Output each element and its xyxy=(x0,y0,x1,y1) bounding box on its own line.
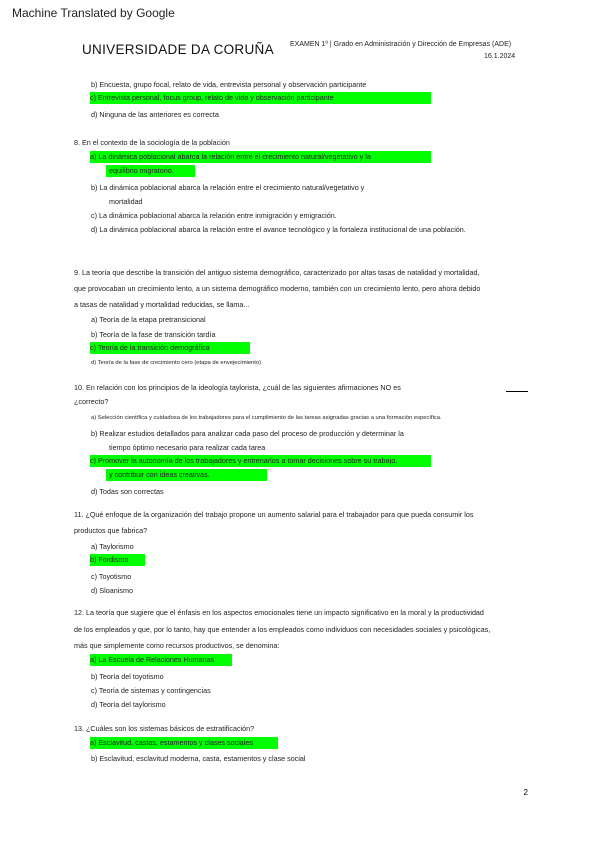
q11-option-a: a) Taylorismo xyxy=(91,542,134,551)
q11-option-d: d) Sloanismo xyxy=(91,586,133,595)
q8-stem: 8. En el contexto de la sociología de la población xyxy=(74,138,230,147)
q10-option-a: a) Selección científica y cuidadosa de los trabajadores para el cumplimiento de las tareas asignadas gracias a una formación específica. xyxy=(91,415,442,421)
q12-option-a-highlighted: a) La Escuela de Relaciones Humanas xyxy=(90,654,232,666)
machine-translated-banner: Machine Translated by Google xyxy=(12,6,175,20)
exam-date: 16.1.2024 xyxy=(484,53,516,60)
q11-stem-line2: productos que fabrica? xyxy=(74,526,148,535)
q13-stem: 13. ¿Cuáles son los sistemas básicos de estratificación? xyxy=(74,724,255,733)
q11-stem-line1: 11. ¿Qué enfoque de la organización del trabajo propone un aumento salarial para el trabajador para que pueda consumir los xyxy=(74,510,474,519)
university-logo xyxy=(74,36,274,62)
page-number: 2 xyxy=(523,788,528,797)
q10-option-c-highlighted: c) Promover la autonomía de los trabajadores y entrenarlos a tomar decisiones sobre su trabajo. xyxy=(90,455,431,467)
q12-stem-line1: 12. La teoría que sugiere que el énfasis en los aspectos emocionales tiene un impacto significativo en la moral y la productividad xyxy=(74,608,484,617)
q8-option-a-highlighted: a) La dinámica poblacional abarca la relación entre el crecimiento natural/vegetativo y la xyxy=(90,151,431,163)
q7-option-d: d) Ninguna de las anteriores es correcta xyxy=(91,110,219,119)
q9-stem-line2: que provocaban un crecimiento lento, a un sistema demográfico moderno, también con un crecimiento lento, pero ahora debido xyxy=(74,284,481,293)
q8-option-b: b) La dinámica poblacional abarca la relación entre el crecimiento natural/vegetativo y xyxy=(91,183,365,192)
q11-option-b-highlighted: b) Fordismo xyxy=(90,554,145,566)
q8-option-d: d) La dinámica poblacional abarca la relación entre el avance tecnológico y la fortaleza institucional de una población. xyxy=(91,225,466,234)
q10-option-b-continued: tiempo óptimo necesario para realizar cada tarea xyxy=(109,443,266,452)
q12-stem-line3: más que simplemente como recursos productivos, se denomina: xyxy=(74,641,280,650)
q12-stem-line2: de los empleados y que, por lo tanto, hay que entender a los empleados como individuos con necesidades sociales y psicológicas, xyxy=(74,625,491,634)
q8-option-c: c) La dinámica poblacional abarca la relación entre inmigración y emigración. xyxy=(91,211,337,220)
q11-option-c: c) Toyotismo xyxy=(91,572,132,581)
q9-option-b: b) Teoría de la fase de transición tardía xyxy=(91,330,216,339)
q9-stem-line1: 9. La teoría que describe la transición del antiguo sistema demográfico, caracterizado por altas tasas de natalidad y mortalidad, xyxy=(74,268,480,277)
q9-stem-line3: a tasas de natalidad y mortalidad reducidas, se llama... xyxy=(74,300,250,309)
q12-option-b: b) Teoría del toyotismo xyxy=(91,672,164,681)
q13-option-a-highlighted: a) Esclavitud, castas, estamentos y clases sociales xyxy=(90,737,278,749)
q10-option-c-continued: y contribuir con ideas creativas. xyxy=(106,469,267,481)
q10-stem-line2: ¿correcto? xyxy=(74,397,109,406)
q7-option-b: b) Encuesta, grupo focal, relato de vida, entrevista personal y observación participante xyxy=(91,80,367,89)
q12-option-d: d) Teoría del taylorismo xyxy=(91,700,166,709)
q8-option-a-continued: equilibrio migratorio. xyxy=(106,165,195,177)
q9-option-a: a) Teoría de la etapa pretransicional xyxy=(91,315,206,324)
q10-option-d: d) Todas son correctas xyxy=(91,487,164,496)
q10-stem-text: 10. En relación con los principios de la ideología taylorista, ¿cuál de las siguientes afirmaciones NO es xyxy=(74,383,401,392)
q8-option-b-continued: mortalidad xyxy=(109,197,143,206)
q9-option-c-highlighted: c) Teoría de la transición demográfica xyxy=(90,342,250,354)
answer-blank xyxy=(506,383,528,392)
q13-option-b: b) Esclavitud, esclavitud moderna, casta, estamentos y clase social xyxy=(91,754,306,763)
q7-option-c-highlighted: c) Entrevista personal, focus group, relato de vida y observación participante xyxy=(90,92,431,104)
university-name: UNIVERSIDADE DA CORUÑA xyxy=(82,41,274,57)
q9-option-d: d) Teoría de la fase de crecimiento cero (etapa de envejecimiento) xyxy=(91,360,262,366)
exam-header: EXAMEN 1º | Grado en Administración y Dirección de Empresas (ADE) xyxy=(290,41,512,48)
q10-option-b: b) Realizar estudios detallados para analizar cada paso del proceso de producción y determinar la xyxy=(91,429,404,438)
q12-option-c: c) Teoría de sistemas y contingencias xyxy=(91,686,211,695)
q10-stem-line1 xyxy=(74,383,401,392)
